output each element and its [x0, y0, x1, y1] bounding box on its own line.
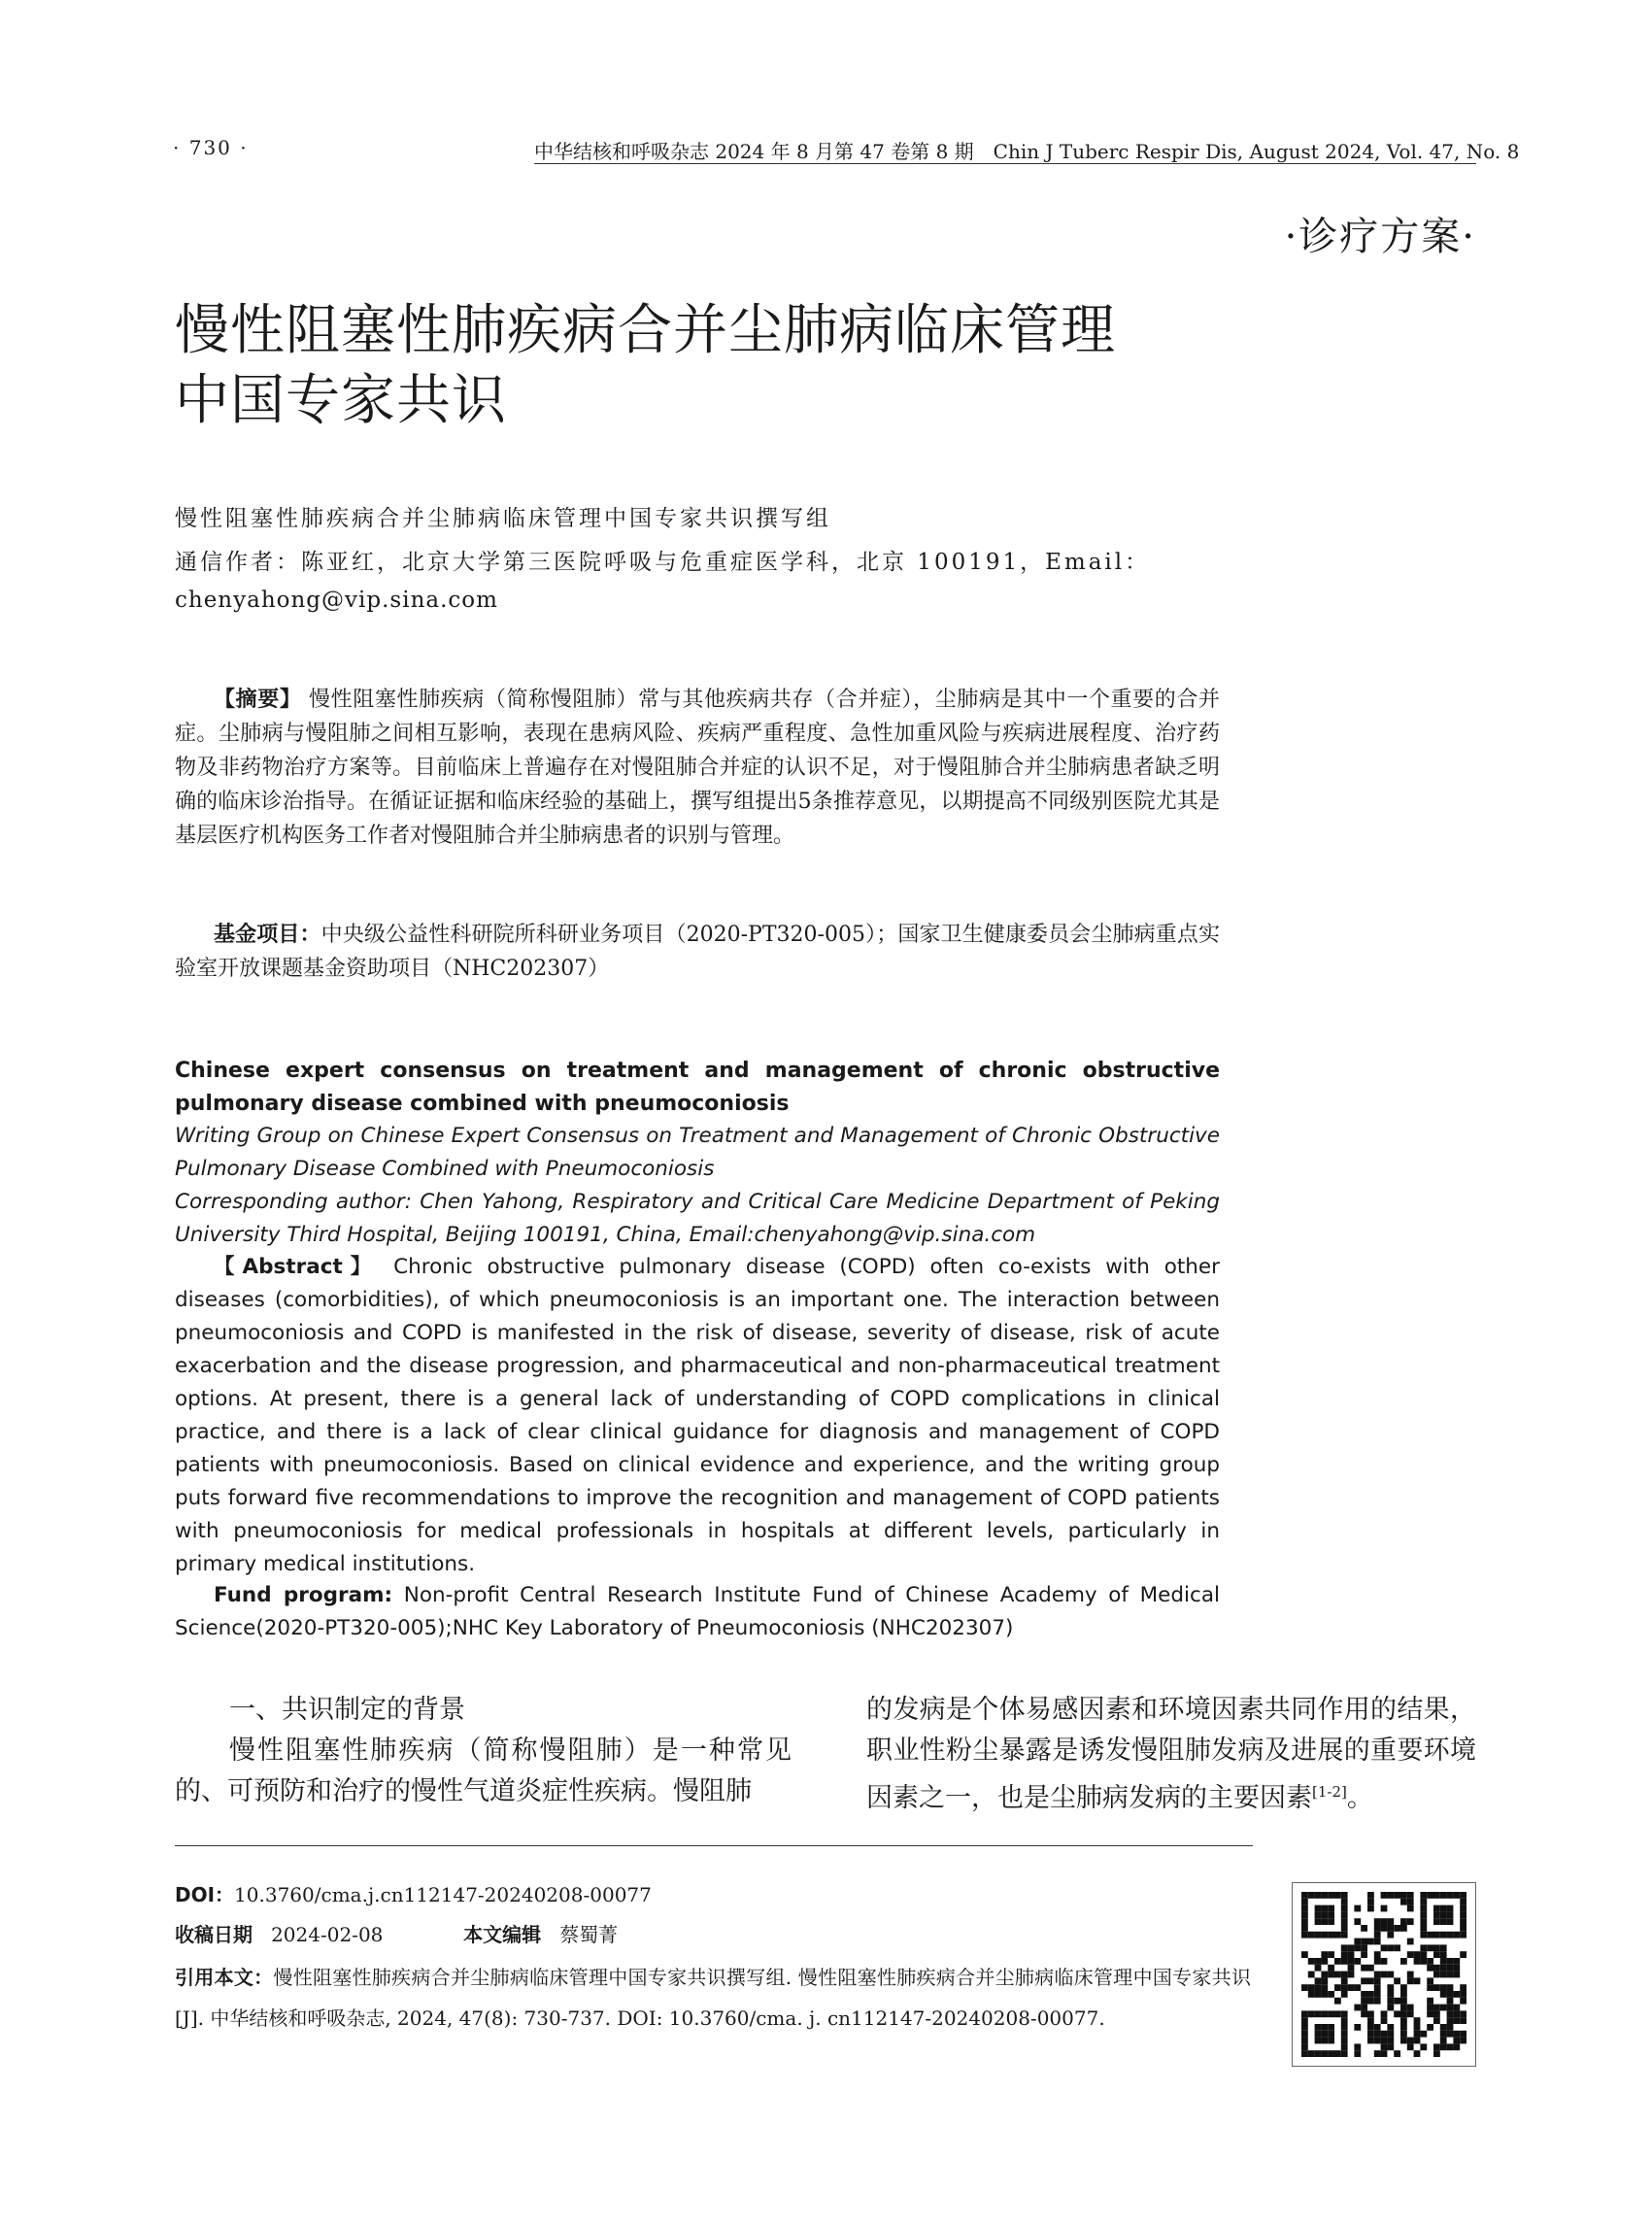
section-heading: 一、共识制定的背景 — [229, 1695, 465, 1725]
doi-value[interactable]: 10.3760/cma.j.cn112147-20240208-00077 — [234, 1883, 652, 1906]
cite-label: 引用本文： — [175, 1966, 274, 1989]
received-value: 2024-02-08 — [271, 1923, 384, 1946]
title-line-2: 中国专家共识 — [175, 369, 507, 432]
body-paragraph-continued — [866, 1690, 1476, 1819]
english-abstract — [175, 1251, 1220, 1581]
corresponding-author: 通信作者：陈亚红，北京大学第三医院呼吸与危重症医学科，北京 100191，Email： — [175, 550, 1151, 575]
page-number: · 730 · — [173, 136, 249, 159]
english-fund-text: Non-profit Central Research Institute Fund of Chinese Academy of Medical Science(2020-PT320-005);NHC Key Laboratory of Pneumoconiosis (NHC202307) — [175, 1583, 1220, 1640]
doi-line — [175, 1878, 652, 1911]
editor-label: 本文编辑 — [463, 1923, 542, 1946]
citation — [175, 1957, 1251, 2039]
title-line-1: 慢性阻塞性肺疾病合并尘肺病临床管理 — [175, 299, 1116, 362]
section-label: ·诊疗方案· — [1284, 215, 1476, 259]
abstract-label: 【摘要】 — [214, 687, 302, 712]
english-abstract-text: Chronic obstructive pulmonary disease (COPD) often co-exists with other diseases (comorbidities), of which pneumoconiosis is an important one. The interaction between pneumoconiosis and COPD is manifested in the risk of disease, severity of disease, risk of acute exacerbation and the disease progression, and pharmaceutical and non-pharmaceutical treatment options. At present, there is a general lack of understanding of COPD complications in clinical practice, and there is a lack of clear clinical guidance for diagnosis and management of COPD patients with pneumoconiosis. Based on clinical evidence and experience, and the writing group puts forward five recommendations to improve the recognition and management of COPD patients with pneumoconiosis for medical professionals in hospitals at different levels, particularly in primary medical institutions. — [175, 1255, 1220, 1576]
reference-citation[interactable]: [1-2] — [1312, 1783, 1347, 1801]
qr-code-icon — [1301, 1892, 1467, 2057]
doi-label: DOI： — [175, 1883, 235, 1906]
body-paragraph: 慢性阻塞性肺疾病（简称慢阻肺）是一种常见的、可预防和治疗的慢性气道炎症性疾病。慢阻肺 — [175, 1736, 792, 1806]
received-label: 收稿日期 — [175, 1923, 253, 1946]
body-column-left — [175, 1690, 792, 1812]
body-text: 的发病是个体易感因素和环境因素共同作用的结果，职业性粉尘暴露是诱发慢阻肺发病及进展的重要环境因素之一，也是尘肺病发病的主要因素 — [866, 1695, 1476, 1813]
fund-label: 基金项目： — [214, 922, 321, 947]
body-column-right — [866, 1690, 1476, 1819]
author-group: 慢性阻塞性肺疾病合并尘肺病临床管理中国专家共识撰写组 — [175, 506, 831, 531]
editor-value: 蔡蜀菁 — [559, 1923, 619, 1946]
footnote-rule — [175, 1845, 1253, 1846]
article-title — [175, 296, 1243, 436]
chinese-fund — [175, 918, 1220, 986]
english-title: Chinese expert consensus on treatment and management of chronic obstructive pulmonary disease combined with pneumoconiosis — [175, 1059, 1220, 1116]
cite-text: 慢性阻塞性肺疾病合并尘肺病临床管理中国专家共识撰写组. 慢性阻塞性肺疾病合并尘肺病临床管理中国专家共识[J]. 中华结核和呼吸杂志, 2024, 47(8): 730-737. DOI: 10.3760/cma. j. cn112147-20240208-00077. — [175, 1966, 1252, 2030]
english-abstract-label: 【Abstract】 — [214, 1255, 380, 1279]
english-fund-label: Fund program: — [214, 1583, 393, 1607]
body-text-end: 。 — [1346, 1783, 1373, 1813]
dates-line — [175, 1918, 618, 1951]
chinese-abstract — [175, 683, 1220, 853]
abstract-text: 慢性阻塞性肺疾病（简称慢阻肺）常与其他疾病共存（合并症），尘肺病是其中一个重要的合并症。尘肺病与慢阻肺之间相互影响，表现在患病风险、疾病严重程度、急性加重风险与疾病进展程度、治疗药物及非药物治疗方案等。目前临床上普遍存在对慢阻肺合并症的认识不足，对于慢阻肺合并尘肺病患者缺乏明确的临床诊治指导。在循证证据和临床经验的基础上，撰写组提出5条推荐意见，以期提高不同级别医院尤其是基层医疗机构医务工作者对慢阻肺合并尘肺病患者的识别与管理。 — [175, 688, 1220, 848]
header-rule — [534, 163, 1476, 164]
journal-running-header: 中华结核和呼吸杂志 2024 年 8 月第 47 卷第 8 期 Chin J Tuberc Respir Dis, August 2024, Vol. 47, No. 8 — [534, 140, 1520, 163]
english-corresponding-author: Corresponding author: Chen Yahong, Respiratory and Critical Care Medicine Department of Peking University Third Hospital, Beijing 100191, China, Email:chenyahong@vip.sina.com — [175, 1190, 1220, 1247]
corresponding-email: chenyahong@vip.sina.com — [175, 588, 498, 613]
english-author-group: Writing Group on Chinese Expert Consensus on Treatment and Management of Chronic Obstructive Pulmonary Disease Combined with Pneumoconiosis — [175, 1124, 1220, 1181]
english-fund — [175, 1579, 1220, 1645]
fund-text: 中央级公益性科研院所科研业务项目（2020-PT320-005）；国家卫生健康委员会尘肺病重点实验室开放课题基金资助项目（NHC202307） — [175, 923, 1220, 981]
qr-code[interactable] — [1292, 1882, 1476, 2067]
